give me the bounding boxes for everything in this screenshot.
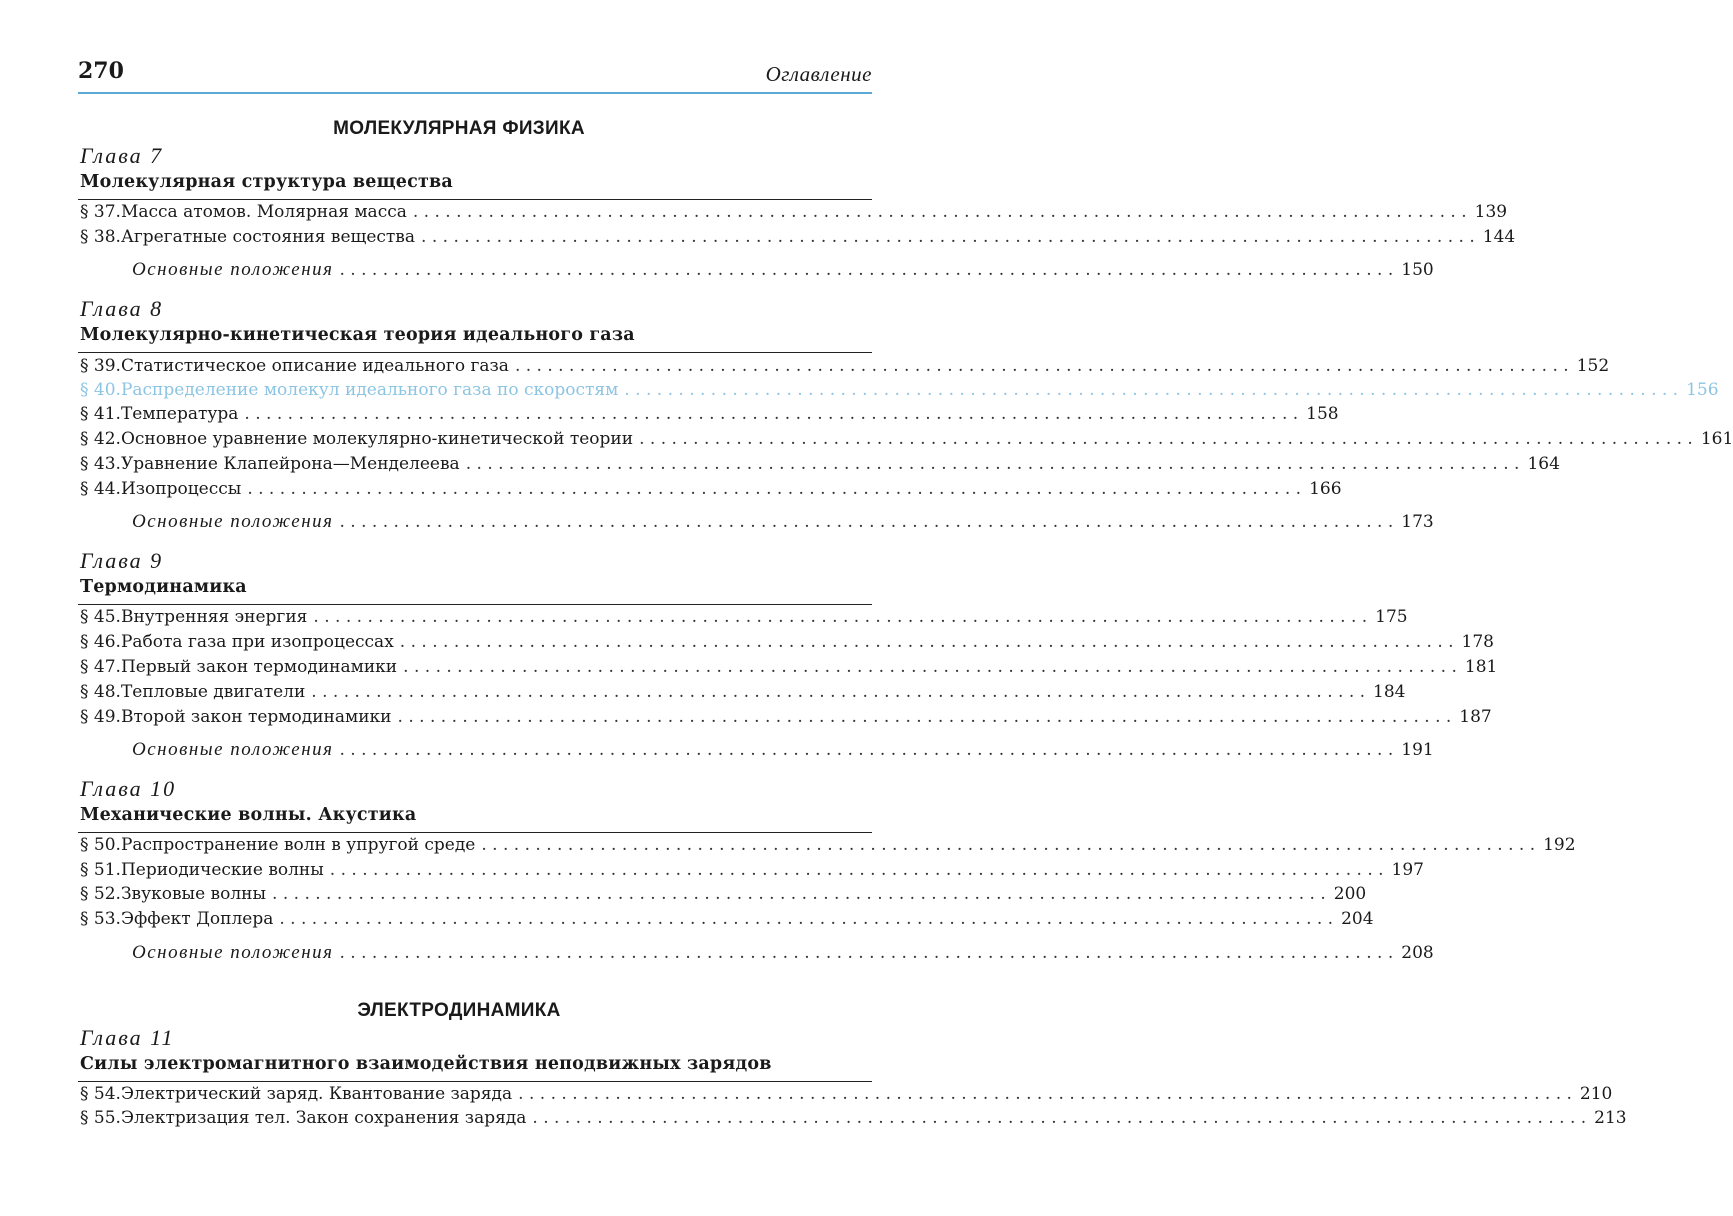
chapter-label: Глава 7 <box>80 143 164 168</box>
page-ref: 184 <box>1373 682 1406 702</box>
toc-entry[interactable] <box>80 657 1498 681</box>
section-number: § 41. <box>80 404 121 424</box>
dot-leader <box>311 682 1365 702</box>
section-title: Основное уравнение молекулярно-кинетической теории <box>120 429 634 449</box>
toc-summary-entry[interactable] <box>80 739 1434 763</box>
section-title: Первый закон термодинамики <box>120 657 398 677</box>
section-number: § 49. <box>80 707 121 727</box>
page-ref: 144 <box>1482 227 1516 247</box>
section-number: § 55. <box>80 1108 121 1128</box>
page-ref: 158 <box>1306 404 1339 424</box>
section-title: Изопроцессы <box>120 479 242 499</box>
page-ref: 164 <box>1527 454 1560 474</box>
toc-entry[interactable] <box>80 1084 1613 1108</box>
dot-leader <box>639 429 1693 449</box>
dot-leader <box>340 943 1394 963</box>
chapter-label: Глава 9 <box>80 548 164 573</box>
chapter-title: Молекулярная структура вещества <box>80 172 453 192</box>
toc-entry[interactable] <box>80 1108 1627 1132</box>
dot-leader <box>481 835 1535 855</box>
dot-leader <box>247 479 1301 499</box>
section-number: § 50. <box>80 835 121 855</box>
toc-entry[interactable] <box>80 429 1733 453</box>
toc-entry[interactable] <box>80 404 1339 428</box>
section-title: Периодические волны <box>120 860 324 880</box>
section-number: § 52. <box>80 884 121 904</box>
toc-entry[interactable] <box>80 909 1374 933</box>
chapter-divider <box>78 352 872 353</box>
page-ref: 213 <box>1594 1108 1627 1128</box>
summary-title: Основные положения <box>132 259 334 280</box>
page-ref: 175 <box>1375 607 1408 627</box>
page-ref: 200 <box>1333 884 1367 904</box>
chapter-title: Молекулярно-кинетическая теория идеального газа <box>80 325 635 345</box>
dot-leader <box>313 607 1367 627</box>
page-ref: 139 <box>1474 202 1508 222</box>
toc-entry[interactable] <box>80 479 1342 503</box>
dot-leader <box>466 454 1520 474</box>
dot-leader <box>403 657 1457 677</box>
section-title: Распространение волн в упругой среде <box>120 835 476 855</box>
section-title: Второй закон термодинамики <box>120 707 392 727</box>
dot-leader <box>421 227 1475 247</box>
page-ref: 192 <box>1543 835 1576 855</box>
section-title: Звуковые волны <box>120 884 267 904</box>
toc-entry[interactable] <box>80 454 1560 478</box>
toc-entry[interactable] <box>80 607 1408 631</box>
dot-leader <box>340 260 1394 280</box>
section-title: Электризация тел. Закон сохранения заряда <box>120 1108 527 1128</box>
section-title: Температура <box>120 404 239 424</box>
section-title: Внутренняя энергия <box>120 607 308 627</box>
section-number: § 38. <box>80 227 121 247</box>
chapter-title: Силы электромагнитного взаимодействия неподвижных зарядов <box>80 1054 772 1074</box>
section-number: § 47. <box>80 657 121 677</box>
chapter-title: Термодинамика <box>80 577 247 597</box>
section-number: § 46. <box>80 632 121 652</box>
toc-summary-entry[interactable] <box>80 942 1434 966</box>
chapter-divider <box>78 604 872 605</box>
chapter-divider <box>78 1081 872 1082</box>
page-ref: 197 <box>1391 860 1424 880</box>
running-title: Оглавление <box>765 62 872 86</box>
page-ref: 210 <box>1579 1084 1613 1104</box>
page-ref: 161 <box>1700 429 1733 449</box>
chapter-divider <box>78 832 872 833</box>
toc-entry[interactable] <box>80 707 1492 731</box>
dot-leader <box>400 632 1454 652</box>
section-title: Эффект Доплера <box>120 909 274 929</box>
page-ref: 173 <box>1401 512 1434 532</box>
toc-entry[interactable] <box>80 860 1424 884</box>
section-title: Агрегатные состояния вещества <box>120 227 416 247</box>
section-number: § 42. <box>80 429 121 449</box>
dot-leader <box>398 707 1452 727</box>
summary-title: Основные положения <box>132 511 334 532</box>
chapter-divider <box>78 199 872 200</box>
section-title: Работа газа при изопроцессах <box>120 632 394 652</box>
page-number: 270 <box>78 58 124 84</box>
page-ref: 181 <box>1464 657 1498 677</box>
toc-summary-entry[interactable] <box>80 511 1434 535</box>
section-number: § 51. <box>80 860 121 880</box>
section-number: § 54. <box>80 1084 121 1104</box>
page-header <box>78 58 872 94</box>
section-number: § 45. <box>80 607 121 627</box>
section-title: Уравнение Клапейрона—Менделеева <box>120 454 460 474</box>
section-title: Статистическое описание идеального газа <box>120 356 509 376</box>
page-ref: 191 <box>1401 740 1434 760</box>
section-number: § 37. <box>80 202 121 222</box>
dot-leader <box>515 356 1569 376</box>
dot-leader <box>532 1108 1586 1128</box>
toc-entry[interactable] <box>80 835 1576 859</box>
summary-title: Основные положения <box>132 739 334 760</box>
section-title: Масса атомов. Молярная масса <box>120 202 407 222</box>
toc-entry[interactable] <box>80 682 1406 706</box>
part-title: ЭЛЕКТРОДИНАМИКА <box>357 1000 561 1021</box>
dot-leader <box>244 404 1298 424</box>
dot-leader <box>518 1084 1572 1104</box>
toc-entry[interactable] <box>80 632 1494 656</box>
summary-title: Основные положения <box>132 942 334 963</box>
dot-leader <box>279 909 1333 929</box>
toc-entry[interactable] <box>80 884 1367 908</box>
dot-leader <box>624 380 1678 400</box>
page-ref: 187 <box>1459 707 1492 727</box>
page-ref: 150 <box>1401 260 1434 280</box>
dot-leader <box>413 202 1467 222</box>
part-title: МОЛЕКУЛЯРНАЯ ФИЗИКА <box>333 118 585 139</box>
section-number: § 40. <box>80 380 121 400</box>
page-ref: 208 <box>1401 943 1434 963</box>
section-number: § 48. <box>80 682 121 702</box>
dot-leader <box>340 740 1394 760</box>
section-number: § 53. <box>80 909 121 929</box>
chapter-label: Глава 11 <box>80 1025 175 1050</box>
dot-leader <box>272 884 1326 904</box>
section-number: § 44. <box>80 479 121 499</box>
toc-entry[interactable] <box>80 356 1610 380</box>
page-ref: 152 <box>1576 356 1610 376</box>
toc-entry[interactable] <box>80 227 1516 251</box>
page-ref: 178 <box>1461 632 1494 652</box>
toc-entry-highlighted[interactable] <box>80 380 1719 404</box>
toc-summary-entry[interactable] <box>80 259 1434 283</box>
page-ref: 166 <box>1309 479 1342 499</box>
chapter-label: Глава 8 <box>80 296 164 321</box>
page-ref: 156 <box>1686 380 1719 400</box>
chapter-title: Механические волны. Акустика <box>80 805 417 825</box>
section-title: Тепловые двигатели <box>120 682 306 702</box>
section-number: § 43. <box>80 454 121 474</box>
section-title: Электрический заряд. Квантование заряда <box>120 1084 513 1104</box>
dot-leader <box>330 860 1384 880</box>
section-number: § 39. <box>80 356 121 376</box>
toc-entry[interactable] <box>80 202 1508 226</box>
page-ref: 204 <box>1341 909 1374 929</box>
section-title: Распределение молекул идеального газа по скоростям <box>120 380 619 400</box>
chapter-label: Глава 10 <box>80 776 177 801</box>
dot-leader <box>340 512 1394 532</box>
